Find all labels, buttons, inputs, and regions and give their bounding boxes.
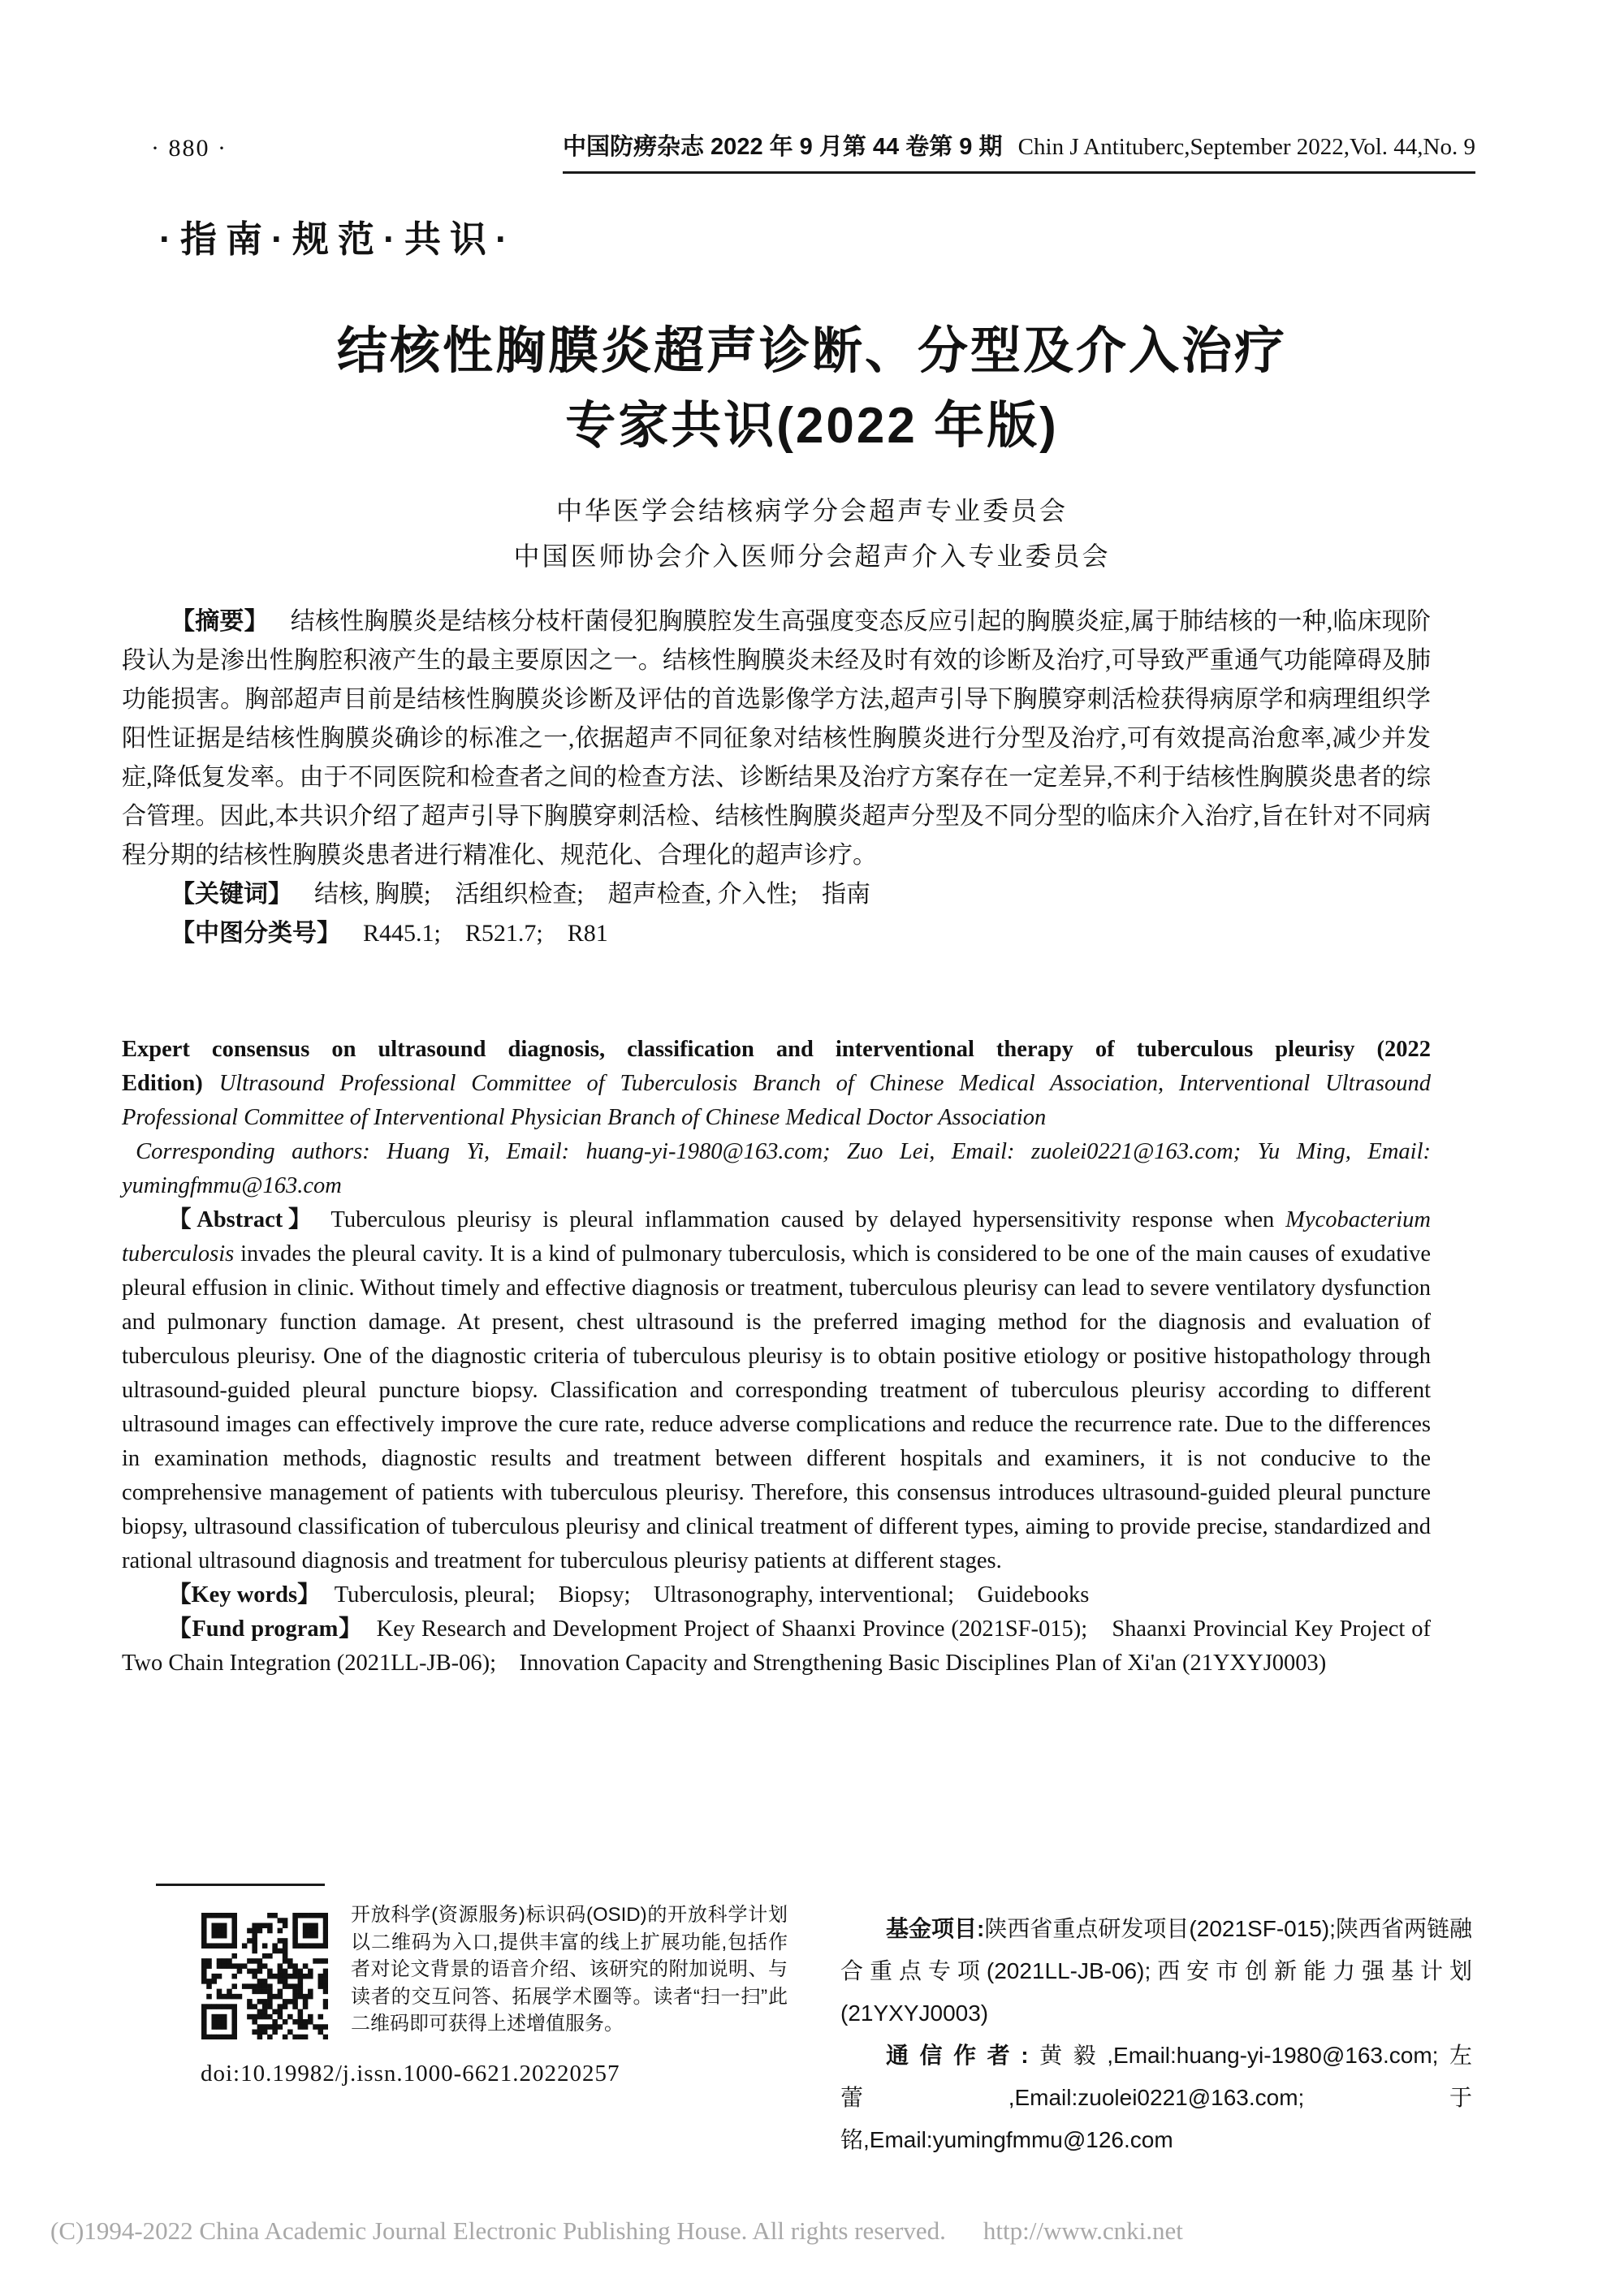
keywords-cn-label: 【关键词】 (171, 881, 292, 908)
english-abstract-post: invades the pleural cavity. It is a kind of pulmonary tuberculosis, which is considered to be one of the main causes of exudative pleural effusion in clinic. Without timely and effective diagnosis or treatment, tuberculous pleurisy can lead to severe ventilatory dysfunction and pulmonary function damage. At present, chest ultrasound is the preferred imaging method for the diagnosis and evaluation of tuberculous pleurisy. One of the diagnostic criteria of tuberculous pleurisy is to obtain positive etiology or positive histopathology through ultrasound-guided pleural puncture biopsy. Classification and corresponding treatment of tuberculous pleurisy according to different ultrasound images can effectively improve the cure rate, reduce adverse complications and reduce the recurrence rate. Due to the differences in examination methods, diagnostic results and treatment between different hospitals and examiners, it is not conducive to the comprehensive management of patients with tuberculous pleurisy. Therefore, this consensus introduces ultrasound-guided pleural puncture biopsy, ultrasound classification of tuberculous pleurisy and clinical treatment of different types, aiming to provide precise, standardized and rational ultrasound diagnosis and treatment for tuberculous pleurisy patients at different stages. (122, 1241, 1432, 1573)
english-fund-text: Key Research and Development Project of Shaanxi Province (2021SF-015); Shaanxi Provincial Key Project of Two Chain Integration (2021LL-JB-06); Innovation Capacity and Strengthening Basic Disciplines Plan of Xi'an (21YXYJ0003) (122, 1616, 1432, 1676)
footnote-divider-rule (156, 1884, 325, 1886)
osid-qr-code (201, 1913, 328, 2039)
english-title: Expert consensus on ultrasound diagnosis, classification and interventional therapy of tuberculous pleurisy (2022 Edition) (122, 1037, 1431, 1096)
cnki-copyright-footer (50, 2216, 1575, 2246)
english-section (122, 1033, 1431, 1681)
fund-footnote-paragraph (840, 1908, 1472, 2035)
abstract-cn-text: 结核性胸膜炎是结核分枝杆菌侵犯胸膜腔发生高强度变态反应引起的胸膜炎症,属于肺结核的一种,临床现阶段认为是渗出性胸腔积液产生的最主要原因之一。结核性胸膜炎未经及时有效的诊断及治疗,可导致严重通气功能障碍及肺功能损害。胸部超声目前是结核性胸膜炎诊断及评估的首选影像学方法,超声引导下胸膜穿刺活检获得病原学和病理组织学阳性证据是结核性胸膜炎确诊的标准之一,依据超声不同征象对结核性胸膜炎进行分型及治疗,可有效提高治愈率,减少并发症,降低复发率。由于不同医院和检查者之间的检查方法、诊断结果及治疗方案存在一定差异,不利于结核性胸膜炎患者的综合管理。因此,本共识介绍了超声引导下胸膜穿刺活检、结核性胸膜炎超声分型及不同分型的临床介入治疗,旨在针对不同病程分期的结核性胸膜炎患者进行精准化、规范化、合理化的超声诊疗。 (122, 608, 1432, 869)
journal-title-english: Chin J Antituberc,September 2022,Vol. 44,No. 9 (1017, 134, 1475, 160)
english-abstract-species-italic: Mycobacterium tuberculosis (122, 1207, 1432, 1267)
fund-footnote-label: 基金项目: (886, 1916, 985, 1941)
corresponding-footnote-label: 通信作者: (886, 2043, 1029, 2068)
chinese-abstract-section (122, 602, 1431, 953)
english-keywords-label: 【Key words】 (168, 1582, 321, 1608)
clc-number-line (122, 914, 1431, 953)
doi-text: doi:10.19982/j.issn.1000-6621.20220257 (201, 2061, 620, 2087)
page-number: · 880 · (151, 135, 227, 162)
author-organization-2: 中国医师协会介入医师分会超声介入专业委员会 (513, 542, 1111, 571)
clc-label: 【中图分类号】 (171, 920, 341, 947)
abstract-cn-paragraph (122, 602, 1431, 875)
english-corresponding-authors: Corresponding authors: Huang Yi, Email: huang-yi-1980@163.com; Zuo Lei, Email: zuolei0221@163.com; Yu Ming, Email: yumingfmmu@163.com (122, 1139, 1431, 1198)
corresponding-footnote-text: 黄毅,Email:huang-yi-1980@163.com;左蕾,Email:zuolei0221@163.com;于铭,Email:yumingfmmu@126.com (840, 2043, 1472, 2152)
clc-text: R445.1; R521.7; R81 (363, 920, 608, 947)
abstract-cn-label: 【摘要】 (171, 608, 269, 635)
english-abstract-label: 【Abstract】 (168, 1207, 317, 1232)
english-abstract-paragraph (122, 1203, 1431, 1578)
english-keywords-line (122, 1578, 1431, 1612)
article-title-line1: 结核性胸膜炎超声诊断、分型及介入治疗 (336, 323, 1287, 379)
cnki-url: http://www.cnki.net (983, 2216, 1183, 2245)
english-abstract-pre: Tuberculous pleurisy is pleural inflammation caused by delayed hypersensitivity response when (330, 1207, 1275, 1232)
article-title-line2: 专家共识(2022 年版) (565, 398, 1059, 454)
english-keywords-text: Tuberculosis, pleural; Biopsy; Ultrasonography, interventional; Guidebooks (334, 1582, 1090, 1608)
copyright-text: (C)1994-2022 China Academic Journal Electronic Publishing House. All rights reserved. (50, 2216, 946, 2245)
keywords-cn-text: 结核, 胸膜; 活组织检查; 超声检查, 介入性; 指南 (314, 881, 871, 908)
journal-header (563, 128, 1475, 174)
fund-footnote-text: 陕西省重点研发项目(2021SF-015);陕西省两链融合重点专项(2021LL-JB-06);西安市创新能力强基计划(21YXYJ0003) (840, 1916, 1472, 2026)
english-fund-paragraph (122, 1612, 1431, 1681)
section-label: ·指南·规范·共识· (159, 218, 516, 260)
osid-description: 开放科学(资源服务)标识码(OSID)的开放科学计划以二维码为入口,提供丰富的线上扩展功能,包括作者对论文背景的语音介绍、该研究的附加说明、与读者的交互问答、拓展学术圈等。读者“扫一扫”此二维码即可获得上述增值服务。 (351, 1904, 788, 2035)
corresponding-footnote-paragraph (840, 2035, 1472, 2161)
english-title-paragraph (122, 1033, 1431, 1135)
keywords-cn-line (122, 875, 1431, 914)
english-organizations: Ultrasound Professional Committee of Tuberculosis Branch of Chinese Medical Association, Interventional Ultrasound Professional Committee of Interventional Physician Branch of Chinese Medical Doctor Association (122, 1071, 1431, 1130)
english-fund-label: 【Fund program】 (168, 1616, 363, 1642)
author-organization-1: 中华医学会结核病学分会超声专业委员会 (555, 496, 1068, 525)
journal-title-chinese: 中国防痨杂志 2022 年 9 月第 44 卷第 9 期 (563, 134, 1003, 160)
chinese-footnotes (840, 1908, 1472, 2161)
